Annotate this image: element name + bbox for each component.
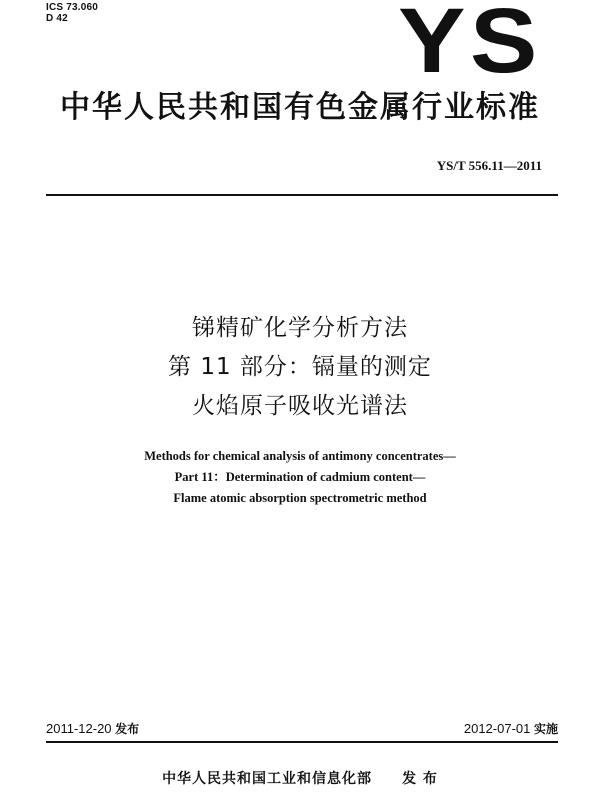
issuer-name: 中华人民共和国工业和信息化部 xyxy=(162,771,373,787)
cn-title-line-1: 锑精矿化学分析方法 xyxy=(192,315,408,341)
classification-code: D 42 xyxy=(46,13,68,24)
en-title-line-1: Methods for chemical analysis of antimony concentrates— xyxy=(144,449,456,463)
implement-date-block xyxy=(464,721,558,737)
ics-code-text: ICS 73.060 xyxy=(46,2,99,13)
implement-date: 2012-07-01 xyxy=(463,721,531,736)
top-divider xyxy=(46,194,558,196)
issuer-block xyxy=(0,770,600,788)
standard-number: YS/T 556.11—2011 xyxy=(436,158,542,173)
ics-code xyxy=(46,2,98,24)
standard-category-title: 中华人民共和国有色金属行业标准 xyxy=(60,90,540,125)
cn-title-line-2: 第 11 部分：镉量的测定 xyxy=(168,354,432,380)
implement-label: 实施 xyxy=(533,722,558,736)
cn-title-line-3: 火焰原子吸收光谱法 xyxy=(192,393,408,419)
issue-label: 发布 xyxy=(115,722,140,736)
en-title-line-3: Flame atomic absorption spectrometric method xyxy=(173,491,427,505)
issue-date: 2011-12-20 xyxy=(46,721,112,736)
en-title-line-2: Part 11：Determination of cadmium content— xyxy=(174,470,426,484)
bottom-divider xyxy=(46,741,558,743)
ys-logo: YS xyxy=(398,0,542,92)
issue-date-block xyxy=(46,721,139,737)
issuer-action: 发 布 xyxy=(402,771,438,787)
